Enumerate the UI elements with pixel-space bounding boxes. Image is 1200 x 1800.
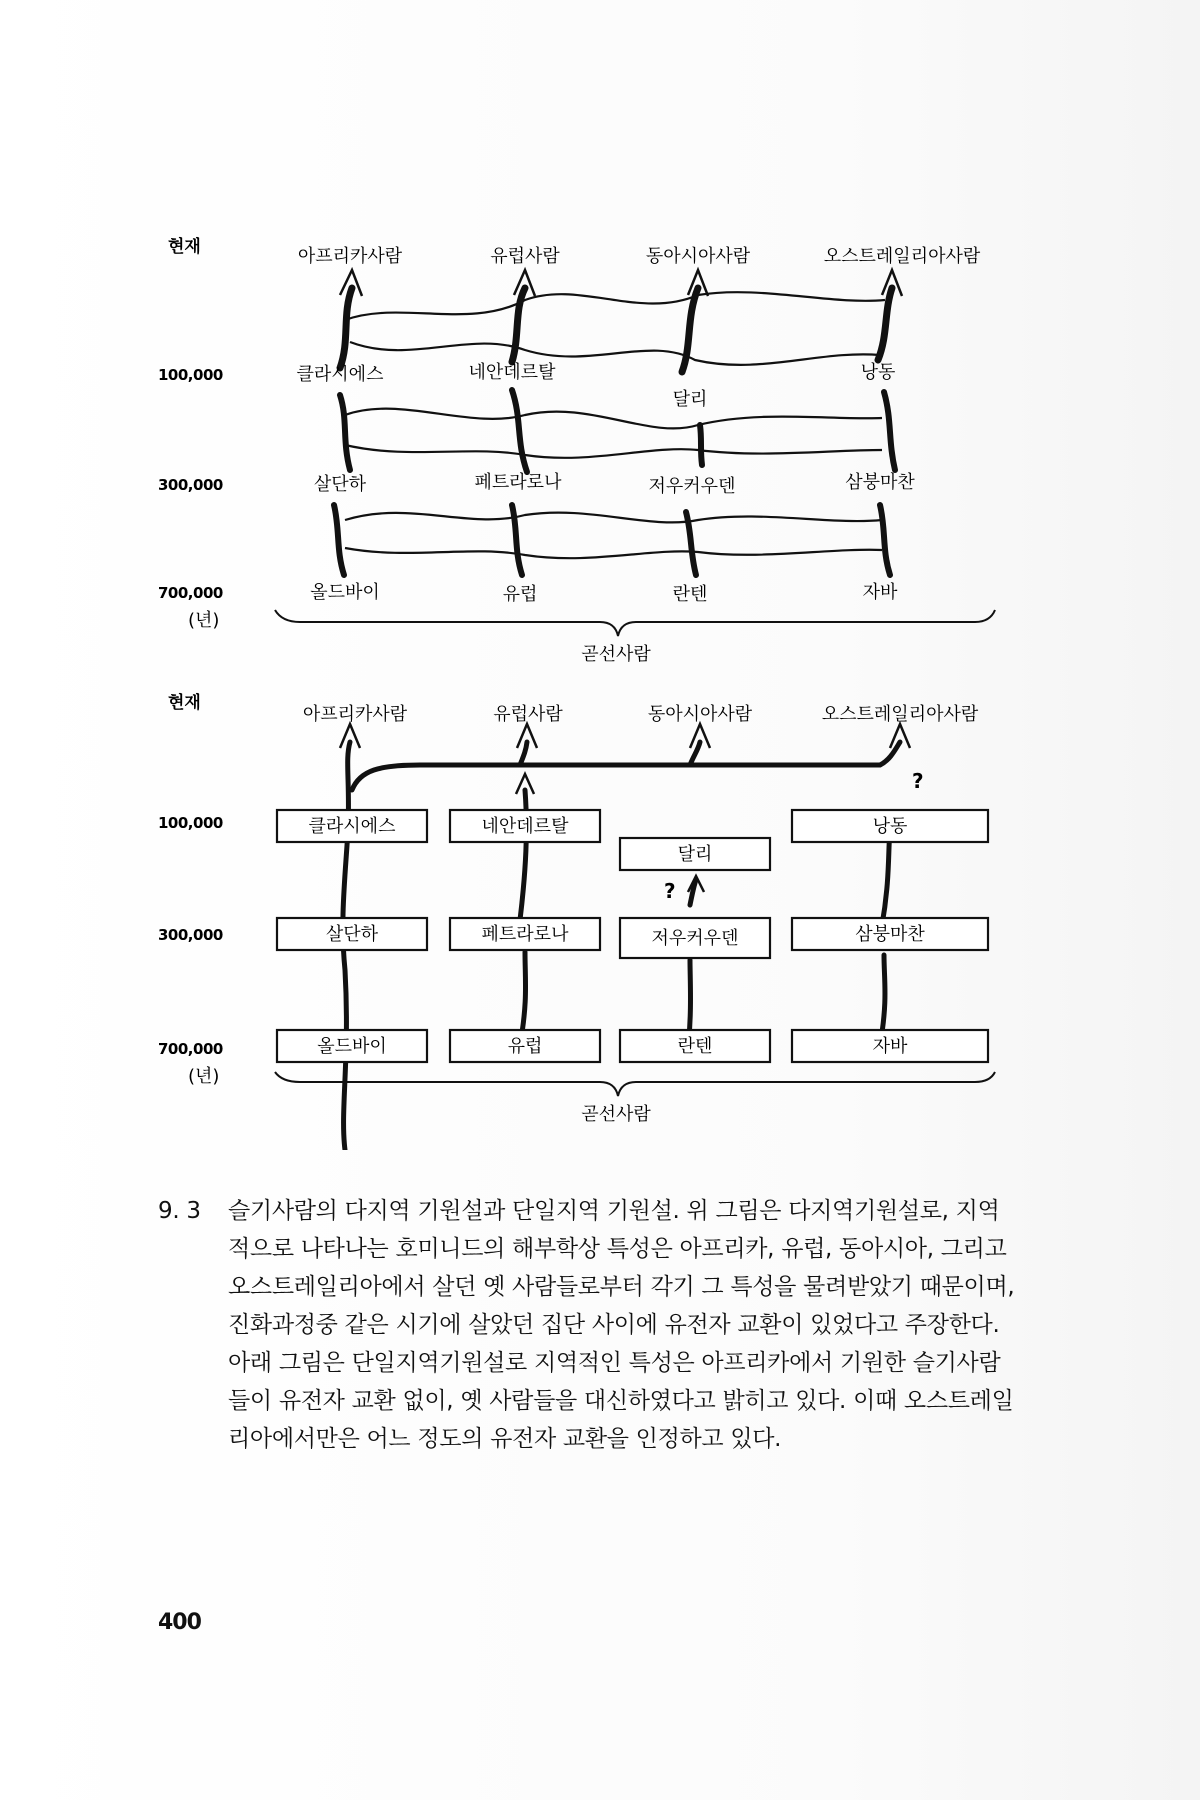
fossil-petralona: 페트라로나 (481, 924, 569, 945)
single-origin-diagram (0, 680, 1200, 1150)
fossil-neanderthal: 네안데르탈 (481, 816, 569, 837)
fossil-europe: 유럽 (507, 1036, 543, 1057)
modern-europe: 유럽사람 (490, 246, 560, 267)
year-unit: (년) (188, 610, 220, 631)
brace (275, 1072, 995, 1096)
now-label: 현재 (168, 237, 201, 257)
fossil-neanderthal: 네안데르탈 (468, 362, 556, 383)
fossil-olduvai: 올드바이 (317, 1036, 387, 1057)
fossil-klasies: 클라시에스 (308, 816, 396, 837)
brace-label: 곧선사람 (581, 644, 651, 665)
multiregional-diagram (0, 0, 1200, 680)
fossil-zhoukoudian: 저우커우덴 (648, 476, 736, 497)
fossil-sambungmacan: 삼붕마찬 (845, 472, 915, 493)
modern-australia: 오스트레일리아사람 (823, 246, 981, 267)
now-label: 현재 (168, 693, 201, 713)
year-100k: 100,000 (158, 814, 223, 832)
question-mark-asia: ? (664, 879, 676, 903)
year-100k: 100,000 (158, 366, 223, 384)
fossil-saldanha: 살단하 (313, 474, 367, 495)
fossil-ngandong: 낭동 (872, 816, 908, 837)
year-unit: (년) (188, 1066, 220, 1087)
fossil-olduvai: 올드바이 (310, 582, 380, 603)
fossil-zhoukoudian: 저우커우덴 (651, 928, 739, 949)
fossil-lantian: 란텐 (677, 1036, 713, 1057)
brace-label: 곧선사람 (581, 1104, 651, 1125)
year-300k: 300,000 (158, 926, 223, 944)
year-700k: 700,000 (158, 584, 223, 602)
fossil-petralona: 페트라로나 (474, 472, 562, 493)
fossil-saldanha: 살단하 (325, 924, 379, 945)
fossil-java: 자바 (862, 582, 898, 603)
page-number: 400 (158, 1610, 201, 1635)
caption-paragraph: 아래 그림은 단일지역기원설로 지역적인 특성은 아프리카에서 기원한 슬기사람들이 유전자 교환 없이, 옛 사람들을 대신하였다고 밝히고 있다. 이때 오스트레일리아에서만은 어느 정도의 유전자 교환을 인정하고 있다. (228, 1350, 1014, 1452)
modern-africa: 아프리카사람 (297, 246, 403, 267)
brace (275, 610, 995, 636)
caption-body (228, 1192, 1018, 1458)
modern-east-asia: 동아시아사람 (645, 246, 751, 267)
modern-europe: 유럽사람 (493, 704, 563, 725)
question-mark-australia: ? (912, 769, 924, 793)
fossil-dali: 달리 (677, 844, 713, 865)
caption-number: 9. 3 (158, 1198, 201, 1224)
fossil-lantian: 란텐 (672, 584, 708, 605)
modern-east-asia: 동아시아사람 (647, 704, 753, 725)
caption-paragraph: 슬기사람의 다지역 기원설과 단일지역 기원설. 위 그림은 다지역기원설로, 지역적으로 나타나는 호미니드의 해부학상 특성은 아프리카, 유럽, 동아시아, 그리고 오스트레일리아에서 살던 옛 사람들로부터 각기 그 특성을 물려받았기 때문이며, 진화과정중 같은 시기에 살았던 집단 사이에 유전자 교환이 있었다고 주장한다. (228, 1198, 1015, 1338)
year-300k: 300,000 (158, 476, 223, 494)
modern-africa: 아프리카사람 (302, 704, 408, 725)
year-700k: 700,000 (158, 1040, 223, 1058)
modern-australia: 오스트레일리아사람 (821, 704, 979, 725)
fossil-europe: 유럽 (502, 584, 538, 605)
fossil-dali: 달리 (672, 389, 708, 410)
fossil-ngandong: 낭동 (860, 362, 896, 383)
fossil-sambungmacan: 삼붕마찬 (855, 924, 925, 945)
fossil-java: 자바 (872, 1036, 908, 1057)
fossil-klasies: 클라시에스 (296, 364, 384, 385)
